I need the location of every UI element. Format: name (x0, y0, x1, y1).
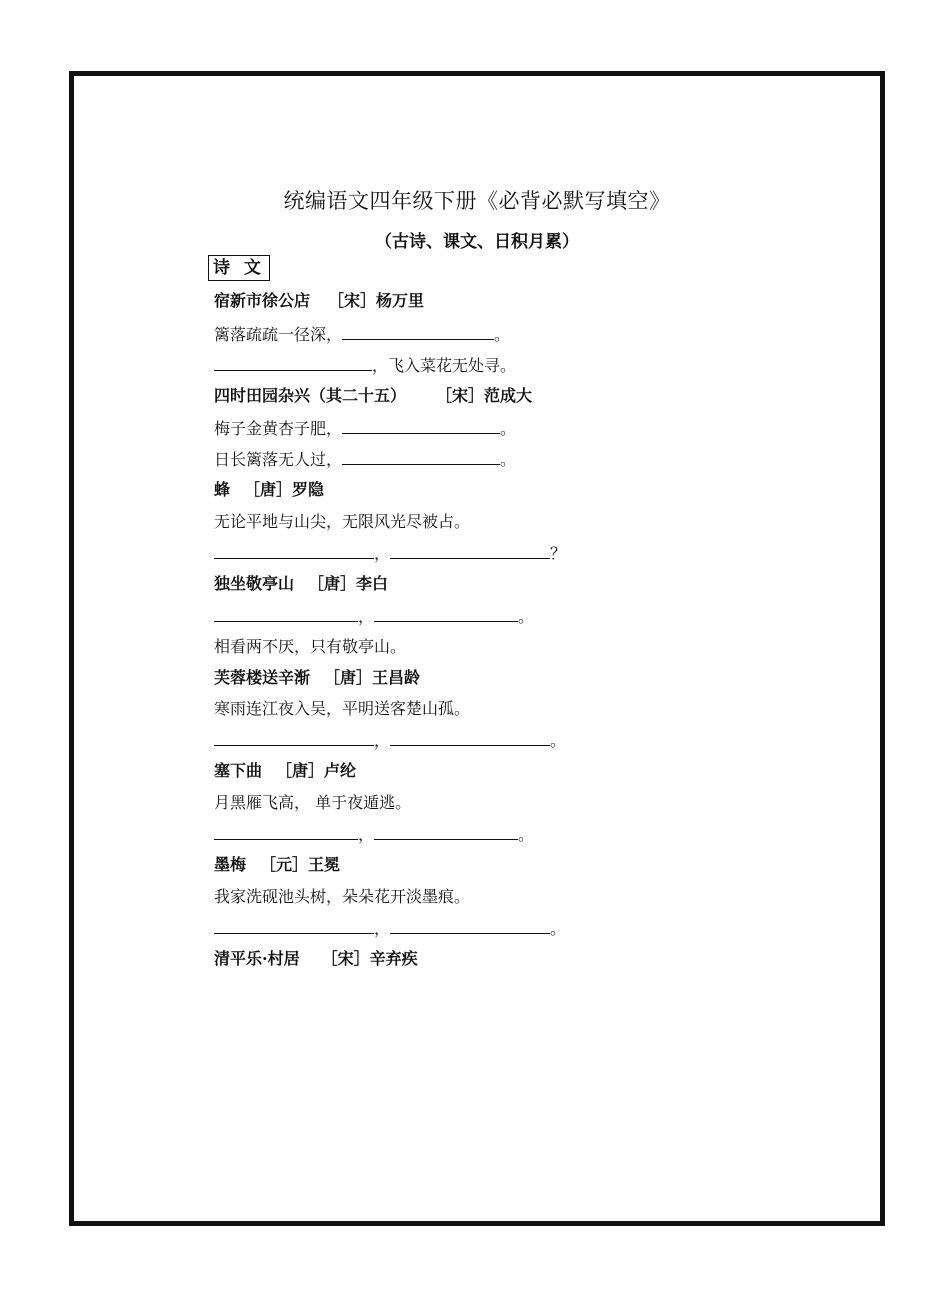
poem-line (214, 354, 516, 377)
answer-blank[interactable] (214, 354, 372, 371)
poem-author: ［唐］王昌龄 (324, 668, 421, 687)
poem-title: 清平乐·村居 (214, 949, 300, 968)
line-punct: 。 (550, 731, 567, 750)
line-text: 梅子金黄杏子肥， (214, 419, 343, 438)
poem-heading (214, 948, 418, 970)
poem-heading (214, 479, 324, 501)
poem-author: ［唐］卢纶 (276, 761, 357, 780)
poem-title: 独坐敬亭山 (214, 574, 295, 593)
line-punct: ？ (550, 544, 567, 563)
poem-line (214, 417, 516, 440)
poem-line (214, 698, 470, 720)
poem-heading (214, 667, 420, 689)
page-frame (69, 71, 885, 1226)
poem-heading (214, 290, 424, 312)
poem-line (214, 636, 406, 658)
poem-title: 四时田园杂兴（其二十五） (214, 386, 407, 405)
line-punct: 。 (500, 450, 517, 469)
line-text: ，飞入菜花无处寻。 (372, 356, 517, 375)
poem-author: ［宋］杨万里 (328, 291, 425, 310)
line-text: 篱落疏疏一径深， (214, 325, 343, 344)
poem-title: 宿新市徐公店 (214, 291, 311, 310)
line-text: 日长篱落无人过， (214, 450, 343, 469)
answer-blank[interactable] (214, 542, 374, 559)
line-text: 无论平地与山尖，无限风光尽被占。 (214, 512, 471, 531)
line-text: 我家洗砚池头树，朵朵花开淡墨痕。 (214, 887, 471, 906)
poem-author: ［宋］范成大 (436, 386, 533, 405)
line-punct: ， (374, 731, 391, 750)
page-title: 统编语文四年级下册《必背必默写填空》 (283, 189, 671, 213)
poem-line (214, 917, 566, 940)
poem-heading (214, 760, 356, 782)
answer-blank[interactable] (390, 542, 550, 559)
line-punct: 。 (518, 607, 535, 626)
line-punct: ， (358, 607, 375, 626)
poem-title: 芙蓉楼送辛渐 (214, 668, 311, 687)
poem-author: ［元］王冕 (260, 855, 341, 874)
line-punct: ， (374, 919, 391, 938)
line-punct: 。 (500, 419, 517, 438)
page-subtitle: （古诗、课文、日积月累） (375, 232, 579, 252)
answer-blank[interactable] (342, 417, 500, 434)
poem-line (214, 823, 534, 846)
line-text: 相看两不厌，只有敬亭山。 (214, 637, 407, 656)
answer-blank[interactable] (342, 323, 494, 340)
poem-line (214, 729, 566, 752)
poem-title: 蜂 (214, 480, 231, 499)
poem-line (214, 511, 470, 533)
poem-author: ［宋］辛弃疾 (321, 949, 418, 968)
answer-blank[interactable] (390, 917, 550, 934)
poem-heading (214, 385, 532, 407)
line-punct: 。 (494, 325, 511, 344)
line-punct: 。 (518, 825, 535, 844)
answer-blank[interactable] (214, 917, 374, 934)
poem-title: 墨梅 (214, 855, 247, 874)
section-label: 诗 文 (208, 255, 270, 281)
answer-blank[interactable] (390, 729, 550, 746)
poem-line (214, 605, 534, 628)
answer-blank[interactable] (214, 823, 358, 840)
line-text: 月黑雁飞高， 单于夜遁逃。 (214, 793, 412, 812)
answer-blank[interactable] (214, 729, 374, 746)
line-text: 寒雨连江夜入吴，平明送客楚山孤。 (214, 699, 471, 718)
poem-title: 塞下曲 (214, 761, 263, 780)
poem-line (214, 886, 470, 908)
answer-blank[interactable] (374, 823, 518, 840)
line-punct: 。 (550, 919, 567, 938)
poem-line (214, 448, 516, 471)
line-punct: ， (374, 544, 391, 563)
answer-blank[interactable] (342, 448, 500, 465)
poem-line (214, 792, 411, 814)
poem-heading (214, 573, 388, 595)
poem-heading (214, 854, 340, 876)
answer-blank[interactable] (214, 605, 358, 622)
line-punct: ， (358, 825, 375, 844)
poem-author: ［唐］罗隐 (244, 480, 325, 499)
poem-line (214, 323, 510, 346)
worksheet-content (74, 76, 880, 1221)
answer-blank[interactable] (374, 605, 518, 622)
poem-line (214, 542, 566, 565)
poem-author: ［唐］李白 (308, 574, 389, 593)
